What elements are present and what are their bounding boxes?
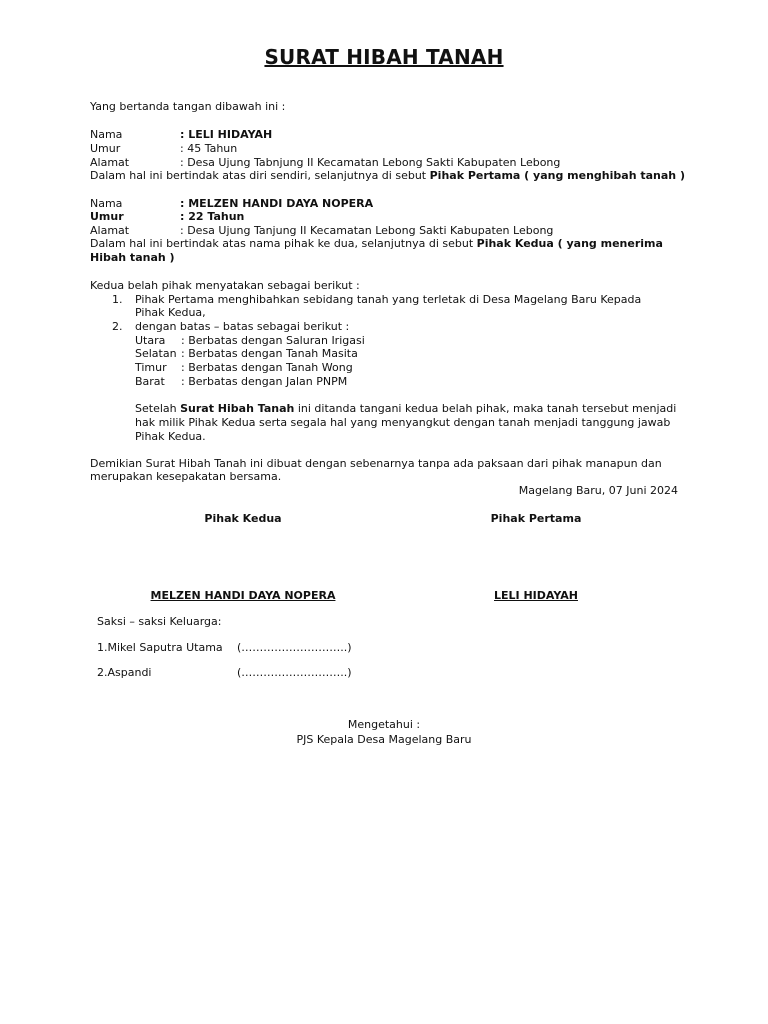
- item-text: dengan batas – batas sebagai berikut :: [135, 320, 350, 333]
- nama-value: : LELI HIDAYAH: [180, 128, 273, 141]
- role-prefix: Dalam hal ini bertindak atas diri sendiri, selanjutnya di sebut: [90, 169, 430, 182]
- batas-row-barat: [135, 375, 347, 389]
- batas-row-timur: [135, 361, 353, 375]
- batas-desc: : Berbatas dengan Saluran Irigasi: [181, 334, 365, 347]
- nama-label: Nama: [90, 197, 123, 210]
- batas-dir: Selatan: [135, 347, 177, 360]
- pihak-pertama-alamat-row: [90, 156, 560, 170]
- saksi-name: 1.Mikel Saputra Utama: [97, 641, 223, 654]
- pihak-kedua-role-cont: Hibah tanah ): [90, 251, 175, 264]
- statement-intro: Kedua belah pihak menyatakan sebagai berikut :: [90, 279, 360, 292]
- setelah-suffix: ini ditanda tangani kedua belah pihak, maka tanah tersebut menjadi: [294, 402, 677, 415]
- pihak-kedua-role: [90, 237, 663, 251]
- pihak-kedua-alamat-row: [90, 224, 553, 238]
- setelah-line3: Pihak Kedua.: [135, 430, 206, 443]
- document-title: SURAT HIBAH TANAH: [264, 45, 504, 69]
- sign-left-title: Pihak Kedua: [204, 512, 282, 525]
- role-prefix: Dalam hal ini bertindak atas nama pihak ke dua, selanjutnya di sebut: [90, 237, 477, 250]
- batas-row-selatan: [135, 347, 358, 361]
- list-item-cont: Pihak Kedua,: [135, 306, 206, 319]
- item-number: 2.: [112, 320, 123, 333]
- umur-value: : 22 Tahun: [180, 210, 245, 223]
- batas-dir: Utara: [135, 334, 166, 347]
- nama-label: Nama: [90, 128, 123, 141]
- kepala-desa: PJS Kepala Desa Magelang Baru: [296, 733, 472, 746]
- alamat-value: : Desa Ujung Tabnjung II Kecamatan Lebong Sakti Kabupaten Lebong: [180, 156, 561, 169]
- alamat-label: Alamat: [90, 224, 130, 237]
- saksi-blank: (………………………..): [237, 666, 352, 679]
- setelah-line1: [135, 402, 676, 416]
- batas-desc: : Berbatas dengan Tanah Wong: [181, 361, 353, 374]
- item-text: Pihak Pertama menghibahkan sebidang tanah yang terletak di Desa Magelang Baru Kepada: [135, 293, 642, 306]
- item-number: 1.: [112, 293, 123, 306]
- role-bold: Pihak Kedua ( yang menerima: [476, 237, 663, 250]
- saksi-name: 2.Aspandi: [97, 666, 152, 679]
- list-item: [112, 320, 349, 334]
- closing-line2: merupakan kesepakatan bersama.: [90, 470, 282, 483]
- umur-value: : 45 Tahun: [180, 142, 238, 155]
- saksi-title: Saksi – saksi Keluarga:: [97, 615, 222, 628]
- setelah-bold: Surat Hibah Tanah: [180, 402, 295, 415]
- pihak-pertama-nama-row: [90, 128, 272, 142]
- place-date: Magelang Baru, 07 Juni 2024: [518, 484, 678, 497]
- alamat-label: Alamat: [90, 156, 130, 169]
- pihak-pertama-role: [90, 169, 685, 183]
- mengetahui: Mengetahui :: [347, 718, 421, 731]
- batas-desc: : Berbatas dengan Jalan PNPM: [181, 375, 348, 388]
- sign-left-name: MELZEN HANDI DAYA NOPERA: [150, 589, 336, 602]
- pihak-pertama-umur-row: [90, 142, 237, 156]
- sign-right-name: LELI HIDAYAH: [494, 589, 578, 602]
- nama-value: : MELZEN HANDI DAYA NOPERA: [180, 197, 374, 210]
- alamat-value: : Desa Ujung Tanjung II Kecamatan Lebong Sakti Kabupaten Lebong: [180, 224, 554, 237]
- list-item: [112, 293, 641, 307]
- batas-desc: : Berbatas dengan Tanah Masita: [181, 347, 358, 360]
- closing-line1: Demikian Surat Hibah Tanah ini dibuat dengan sebenarnya tanpa ada paksaan dari pihak manapun dan: [90, 457, 662, 470]
- batas-row-utara: [135, 334, 365, 348]
- saksi-row-2: [97, 666, 352, 680]
- pihak-kedua-nama-row: [90, 197, 373, 211]
- setelah-line2: hak milik Pihak Kedua serta segala hal yang menyangkut dengan tanah menjadi tanggung jawab: [135, 416, 671, 429]
- role-bold: Pihak Pertama ( yang menghibah tanah ): [429, 169, 685, 182]
- batas-dir: Barat: [135, 375, 165, 388]
- saksi-blank: (………………………..): [237, 641, 352, 654]
- sign-right-title: Pihak Pertama: [490, 512, 582, 525]
- intro-text: Yang bertanda tangan dibawah ini :: [90, 100, 286, 113]
- umur-label: Umur: [90, 142, 121, 155]
- pihak-kedua-umur-row: [90, 210, 244, 224]
- saksi-row-1: [97, 641, 352, 655]
- setelah-prefix: Setelah: [135, 402, 181, 415]
- umur-label: Umur: [90, 210, 124, 223]
- batas-dir: Timur: [135, 361, 167, 374]
